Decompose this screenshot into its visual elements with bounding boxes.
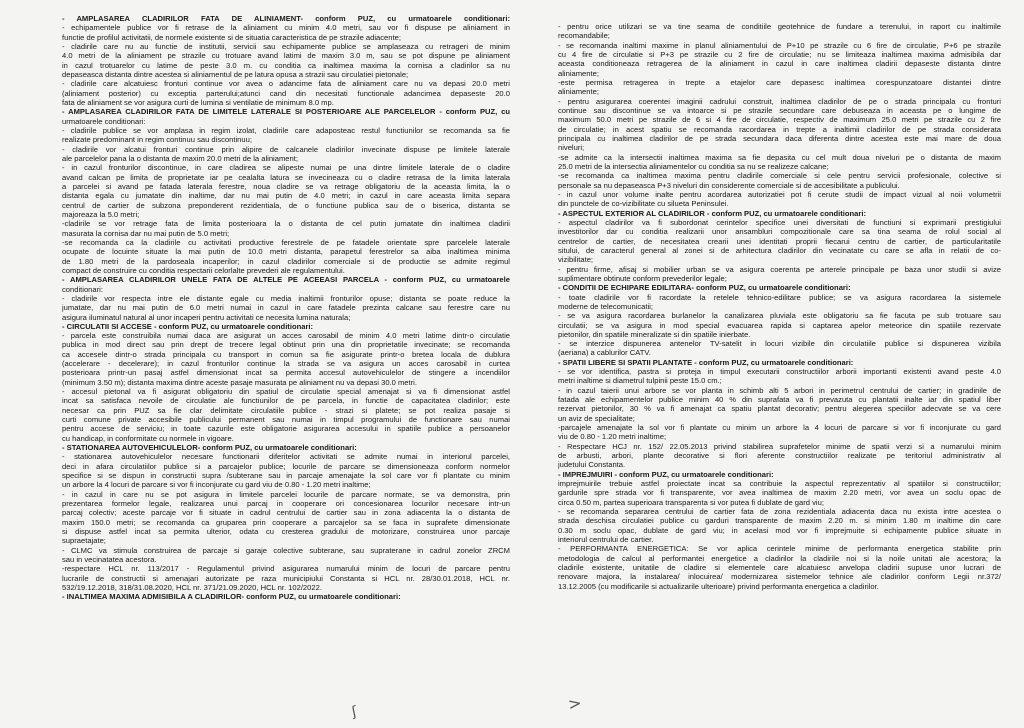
section-heading-line: - INALTIMEA MAXIMA ADMISIBILA A CLADIRILOR- conform PUZ, cu urmatoarele conditionari: [62,592,401,602]
text-line: - cladirile care alcatuiesc fronturi continue vor avea o adancime fata de aliniament care nu va depasi 20.0 metri [62,79,510,89]
text-line: - se vor identifica, pastra si proteja in timpul executarii constructiilor arborii importanti existenti avand peste 4.0 [558,367,1001,377]
text-line: personale sa nu depaseasca P+3 niveluri din considerente comerciale si de accesibilitate a publicului. [558,180,900,190]
text-line: asigura iluminatul natural al unor incaperi pentru activitati ce necesita lumina naturala; [62,312,351,322]
handwritten-mark: > [566,693,583,714]
text-line: specifice si se dispun in constructii supra /subterane sau in parcaje amenajate la sol care vor fi plantate cu minim [62,471,510,481]
text-line: pietonilor, din spatiile mineralizate si din spatiile inierbate. [558,329,751,339]
text-line: necesar ca prin PUZ sa fie clar delimitate circulatiile publice - strazi si platete; se pot realiza pasaje si [62,405,510,415]
text-line: lucrarile de constructii si amenajari autorizate pe raza municipiului Constanta si HCL nr. 28/30.01.2018, HCL nr. [62,573,510,583]
text-line: - in cazul fronturilor discontinue, in care cladirea se alipeste numai pe una dintre limitele laterale de o cladire [62,163,510,173]
text-line: maximum 50.0 metri pe strazile de 6 si 4 fire de circulatie, respectiv de maximum 25.0 metri pe strazile cu 2 fire [558,115,1001,125]
text-line: sitului, de caracterul general al zonei si de arhitectura cladirilor din vecinatate cu care se afla in relatii de co- [558,245,1001,255]
text-line: - aspectul cladirilor va fi subordonat cerintelor specifice unei diversitati de functiuni si exprimarii prestigiului [558,217,1001,227]
text-line: urmatoarele conditionari: [62,116,146,126]
text-line: majoreaza la 5.0 metri; [62,209,140,219]
section-heading-line: - AMPLASAREA CLADIRILOR UNELE FATA DE ALTELE PE ACEEASI PARCELA - conform PUZ, cu urmatoarele [62,275,510,285]
text-line: ale parcelelor pana la o distanta de maxim 20.0 metri de la aliniament; [62,153,298,163]
left-text-column [62,14,510,602]
text-line: publica in mod direct sau prin drept de trecere legal obtinut prin una din proprietatile invecinate; se recomanda [62,340,510,350]
section-heading-line: - SPATII LIBERE SI SPATII PLANTATE - conform PUZ, cu urmatoarele conditionari: [558,357,854,367]
text-line: - parcela este construibila numai daca are asigurat un acces carosabil de minim 4.0 metri latime dintr-o circulatie [62,331,510,341]
text-line: in cazul trotuarelor cu latime de peste 3.0 m. cu conditia ca inaltimea maxima la cornisa a cladirilor sa nu [62,60,510,70]
text-line: - in cazul taierii unui arbore se vor planta in schimb alti 5 arbori in perimetrul centrului de cartier; in gradinile de [558,385,1001,395]
text-line: suplimentare obtinute conform prevederilor legale; [558,273,727,283]
text-line: fatada ale echipamentelor publice minim 40 % din suprafata va fi prevazuta cu plantatii inalte iar din spatiul liber [558,395,1001,405]
text-line: - in cazul unor volume inalte pentru acordarea autorizatiei pot fi cerute studii de impact vizual al noii volumetrii [558,189,1001,199]
text-line: centrul de cartier de subzona preponderent rezidentiala, de o functiune publica sau de o biserica, distanta se [62,200,510,210]
text-line: viu de 0.80 - 1.20 metri inaltime; [558,432,667,442]
text-line: de 1.80 metri de la pardoseala incaperilor; in cazul cladirilor comerciale si de productie se admite regimul [62,256,510,266]
text-line: - stationarea autovehiculelor necesare functionarii diferitelor activitati se admite numai in interiorul parcelei, [62,452,510,462]
text-line: posterioara printr-un pasaj astfel dimensionat incat sa permita accesul autovehiculelor de stingere a incendiilor [62,368,510,378]
text-line: din punctele de co-vizibilitate cu silueta Peninsulei. [558,199,729,209]
text-line: un arbore la 4 locuri de parcare si vor fi inconjurate cu gard viu de 0.80 - 1.20 metri inaltime; [62,480,371,490]
text-line: 0.30 m soclu opac, dublate de gard viu; in acelasi mod vor fi imprejmuite si echipamente publice situate in [558,525,1001,535]
text-line: - cladirile vor alcatui fronturi continue prin alipire de calcanele cladirilor invecinate dispuse pe limitele laterale [62,144,510,154]
text-line: cu handicap, in conformitate cu normele in vigoare. [62,433,234,443]
text-line: metodologia de calcul al performantei energetice a cladirilor la cladirile noi si la noile unitati ale acestora; la [558,553,1001,563]
text-line: principala cu inaltimea cladirilor de pe strada secundara daca diferenta dintre acestea este mai mare de doua [558,133,1001,143]
text-line: masurata la cornisa dar nu mai putin de 5.0 metri; [62,228,230,238]
text-line: - toate cladirile vor fi racordate la retelele tehnico-edilitare publice; se va asigura racordarea la sistemele [558,292,1001,302]
text-line: -se recomanda ca la cladirile cu activitati productive ferestrele de pe fatadele orientate spre parcelele laterale [62,237,510,247]
text-line: rezervat pietonilor, 30 % va fi amenajat ca spatiu plantat decorativ; pentru alegerea speciilor adecvate se va cere [558,404,1001,414]
handwritten-signature-mark: ʃ [350,703,359,721]
text-line: depaseasca distanta dintre acestea si aliniamentul de pe latura opusa a strazii sau circulatiei pietonale; [62,69,409,79]
section-heading-line: - IMPREJMUIRI - conform PUZ, cu urmatoarele conditionari: [558,469,774,479]
text-line: - pentru orice utilizari se va tine seama de conditiile geotehnice de fundare a terenului, in raport cu inaltimile [558,22,1001,31]
text-line: un aviz de specialitate; [558,413,635,423]
text-line: si dispuse astfel incat sa permita ulterior, odata cu cresterea gradului de motorizare, construirea unor parcaje [62,527,510,537]
text-line: aliniamente; [558,68,599,78]
section-heading-line: - CONDITII DE ECHIPARE EDILITARA- conform PUZ, cu urmatoarele conditionari: [558,283,851,293]
text-line: - se recomanda inaltimi maxime in planul aliniamentului de P+10 pe strazile cu 6 fire de circulatie, P+6 pe strazile [558,40,1001,50]
text-line: investitorilor dar cu conditia realizarii unor ansambluri compozitionale care sa tina seama de rolul social al [558,227,1001,237]
text-line: - accesul pietonal va fi asigurat obligatoriu din spatiul de circulatie special amenajat si va fi dimensionat astfel [62,387,510,397]
text-line: (aeriana) a cablurilor CATV. [558,348,651,358]
text-line: moderne de telecomunicatii; [558,301,653,311]
text-line: niveluri; [558,143,585,153]
text-line: vizibilitate; [558,255,594,265]
text-line: avand calcan pe limita de proprietate iar pe cealalta latura se invecineaza cu o cladire retrasa de la limita laterala [62,172,510,182]
text-line: (minimum 3.50 m); distanta maxima dintre aceste pasaje masurata pe aliniament nu va depasi 30.0 metri. [62,377,417,387]
text-line: cu 4 fire de circulatie si P+3 pe strazile cu 2 fire de circulatie; nu se limiteaza inaltimea maxima admisibila dar [558,49,1001,59]
text-line: - Respectare HCJ nr. 152/ 22.05.2013 privind stabilirea suprafetelor minime de spatii verzi si a numarului minim [558,441,1001,451]
text-line: circulatii; se va asigura in mod special evacuarea rapida si captarea apelor meteorice din spatiile rezervate [558,320,1001,330]
text-line: pentru accese de serviciu; in toate cazurile este obligatorie asigurarea accesului in spatiile publice a persoanelor [62,424,510,434]
text-line: judetului Constanta. [558,460,626,470]
section-heading-line: - AMPLASAREA CLADIRILOR FATA DE LIMITELE LATERALE SI POSTERIOARE ALE PARCELELOR - conform PUZ, cu [62,107,510,117]
text-line: realizate predominant in regim continuu sau discontinuu; [62,135,252,145]
text-line: functie de profilul activitatii, de normele existente si de situatia caracteristica de pe strazile adiacente; [62,32,401,42]
text-line: 532/19.12.2018, 318/31.08.2020, HCL nr. 371/21.09.2020, HCL nr. 102/2022. [62,583,322,593]
text-line: -respectare HCL nr. 113/2017 - Regulamentul privind asigurarea numarului minim de locuri de parcare pentru [62,564,510,574]
text-line: de arbusti, arbori, plante decorative si flori aferente constructiilor realizate pe teritoriul administrativ al [558,451,1001,461]
text-line: ca accesele dintr-o strada principala cu transport in comun sa fie asigurate printr-o bretea locala de dublura [62,349,510,359]
text-line: -se recomanda ca inaltimea maxima pentru cladirile comerciale si cele pentru servicii profesionale, colective si [558,171,1001,181]
text-line: - echipamentele publice vor fi retrase de la aliniament cu minim 4.0 metri, sau vor fi dispuse pe aliniament in [62,23,510,33]
text-line: renovare majora, la instalarea/ inlocuirea/ modernizarea sistemelor tehnice ale cladirilor conform Legii nr.372/ [558,572,1001,582]
text-line: maxim 150.0 metri; se recomanda ca gruparea prin cooperare a parcajelor sa se faca in suprafete dimensionate [62,517,510,527]
text-line: - cladirile care nu au functie de institutii, servicii sau echipamente publice se amplaseaza cu retrageri de minim [62,41,510,51]
text-line: distanta egala cu jumatate din inaltime, dar nu mai putin de 4.0 metri; in cazul in care aceasta limita separa [62,191,510,201]
text-line: curti comune private accesibile publicului permanent sau numai in timpul programului de functionare sau numai [62,415,510,425]
section-heading-line: - CIRCULATII SI ACCESE - conform PUZ, cu urmatoarele conditionari: [62,321,314,331]
text-line: 4.0 metri de la aliniament pe strazile cu trotuare avand latimi de maxim 3.0 m, sau se pot dispune pe aliniament [62,51,510,61]
text-line: - se recomanda separarea centrului de cartier fata de zona rezidentiala adiacenta daca nu exista intre acestea o [558,507,1001,517]
text-line: prezentarea formelor legale, realizarea unui parcaj in cooperare ori concesionarea locurilor necesare intr-un [62,499,510,509]
text-line: a parcelei si avand pe fatada laterala ferestre, noua cladire se va retrage obligatoriu de la aceasta limita, la o [62,181,510,191]
text-line: compact de construire cu conditia respectarii celorlalte prevederi ale regulamentului. [62,265,345,275]
text-line: conditionari: [62,284,103,294]
text-line: supraetajate; [62,536,106,546]
text-line: - in cazul in care nu se pot asigura in limitele parcelei locurile de parcare normate, se va demonstra, prin [62,489,510,499]
text-line: parcaj colectiv; aceste parcaje vor fi situate in cadrul centrului de cartier sau in zona adiacenta la o distanta de [62,508,510,518]
text-line: gardurile spre strada vor fi transparente, vor avea inaltimea de maxim 2.20 metri, vor avea un soclu opac de [558,488,1001,498]
text-line: deci in afara circulatiilor publice si a parcajelor publice; locurile de parcare se dimensioneaza conform normelor [62,461,510,471]
text-line: -se admite ca la intersectii inaltimea maxima sa fie depasita cu cel mult doua niveluri pe o distanta de maxim [558,152,1001,162]
text-line: strada deschisa circulatiei publice cu garduri transparente de maxim 2.20 m. si minim 1.80 m inaltime din care [558,516,1001,526]
text-line: - se va asigura racordarea burlanelor la canalizarea pluviala este obligatoriu sa fie facuta pe sub trotuare sau [558,311,1001,321]
text-line: 13.12.2005 (cu modificarile si actualizarile ulterioare) privind performanta energetica a cladirilor. [558,581,879,591]
text-line: centrelor de cartier, de necesitatea crearii unei identitati proprii fiecarui centru de cartier, de particularitatile [558,236,1001,246]
section-heading-line: - STATIONAREA AUTOVEHICULELOR- conform PUZ, cu urmatoarele conditionari: [62,443,357,453]
text-line: incat sa satisfaca nevoile de circulatie ale functiunilor de pe parcela, in functie de capacitatea cladirilor; este [62,396,510,406]
text-line: - pentru asigurarea coerentei imaginii cadrului construit, inaltimea cladirilor de pe o strada principala cu fronturi [558,96,1001,106]
text-line: imprejmuirile trebuie astfel proiectate incat sa contribuie la aspectul reprezentativ al spatiilor si constructiilor; [558,479,1001,489]
text-line: aliniamente; [558,87,599,97]
text-line: ocupate de locuinte situate la mai putin de 10.0 metri distanta, parapetul ferestrelor sa aiba inaltimea minima [62,247,510,257]
text-line: - pentru firme, afisaj si mobilier urban se va asigura coerenta pe arterele principale pe baza unor studii si avize [558,264,1001,274]
text-line: sau in vecinatatea acestora. [62,555,157,565]
section-heading-line: - AMPLASAREA CLADIRILOR FATA DE ALINIAMENT- conform PUZ, cu urmatoarele conditionari: [62,14,510,23]
text-line: - cladirile vor respecta intre ele distante egale cu media inaltimii fronturilor opuse; distanta se poate reduce la [62,293,510,303]
section-heading-line: - ASPECTUL EXTERIOR AL CLADIRILOR - conform PUZ, cu urmatoarele conditionari: [558,208,866,218]
text-line: recomandabile; [558,31,610,41]
text-line: - se interzice dispunerea antenelor TV-satelit in locuri vizibile din circulatiile publice si dispunerea vizibila [558,339,1001,349]
text-line: cladirile existente, unitatile de cladire si elementele care alcatuiesc anvelopa cladirii supuse unor lucrari de [558,563,1001,573]
text-line: (accelerare - decelerare); in cazul fronturilor continue la strada se va asigura un acces carosabil in curtea [62,359,510,369]
text-line: -parcajele amenajate la sol vor fi plantate cu minim un arbore la 4 locuri de parcare si vor fi inconjurate cu gard [558,423,1001,433]
text-line: - cladirile publice se vor amplasa in regim izolat, cladirile care adaposteac restul functiunilor se recomanda sa fie [62,125,510,135]
text-line: jumatate, dar nu mai putin de 6.0 metri numai in cazul in care fatadele prezinta calcane sau ferestre care nu [62,303,510,313]
text-line: 25.0 metri de la intersectia aliniamentelor cu conditia sa nu se realizeze calcane; [558,161,829,171]
text-line: aceasta conditioneaza retragerea de la aliniament in cazul in care inaltimea cladirii depaseste distanta dintre [558,59,1001,69]
text-line: metri inaltime si diametrul tulpinii peste 15.0 cm.; [558,376,722,386]
text-line: continue sau discontinue se va intoarce si pe strazile secundare care debuseaza in aceasta pe o lungime de [558,105,1001,115]
text-line: -este permisa retragerea in trepte a etajelor care depasesc inaltimea corespunzatoare distantei dintre [558,77,1001,87]
text-line: -cladirile se vor retrage fata de limita posterioara la o distanta de cel putin jumatate din inaltimea cladirii [62,219,510,229]
text-line: fata de aliniament se vor asigura curti de lumina si ventilatie de minimum 8.0 mp. [62,97,334,107]
text-line: - PERFORMANTA ENERGETICA: Se vor aplica cerintele minime de performanta energetica stabilite prin [558,544,1001,554]
text-line: - CLMC va stimula construirea de parcaje si garaje colective subterane, sau supraterane in cadrul zonelor ZRCM [62,545,510,555]
text-line: interiorul centrului de cartier. [558,535,654,545]
text-line: circa 0.50 m, partea superioara transparenta si vor putea fi dublate de gard viu; [558,497,824,507]
text-line: (aliniament posterior) cu exceptia parterului;atunci cand din necesitati functionale adancimea depaseste 20.0 [62,88,510,98]
text-line: de circulatie; in acest spatiu se recomanda racordarea in trepte a inaltimii cladirilor de pe strada considerata [558,124,1001,134]
right-text-column [558,22,1001,591]
